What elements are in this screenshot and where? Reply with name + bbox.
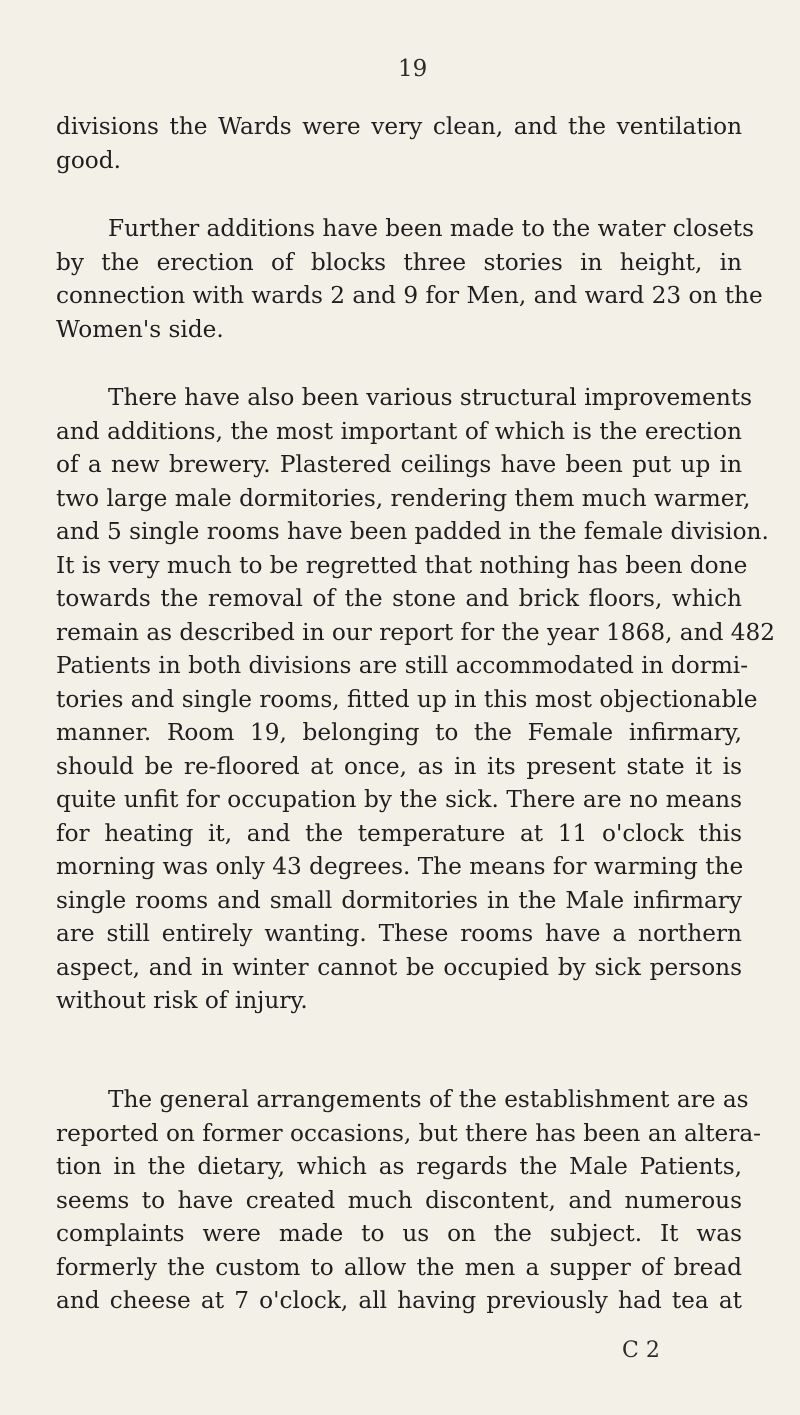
paragraph-2 [56, 212, 763, 346]
paragraph-line: seems to have created much discontent, and numerous [56, 1186, 742, 1214]
paragraph-line: tion in the dietary, which as regards the Male Patients, [56, 1153, 742, 1180]
page-number: 19 [398, 56, 428, 82]
paragraph-line: and additions, the most important of which is the erection [56, 417, 742, 445]
signature-mark: C 2 [622, 1338, 660, 1363]
paragraph-line: single rooms and small dormitories in the Male infirmary [56, 886, 742, 914]
paragraph-line: There have also been various structural improvements [108, 384, 753, 411]
paragraph-1 [56, 110, 742, 177]
paragraph-line: It is very much to be regretted that nothing has been done [56, 551, 748, 579]
paragraph-line: towards the removal of the stone and brick floors, which [56, 585, 742, 612]
paragraph-line: by the erection of blocks three stories in height, in [56, 248, 742, 276]
paragraph-line: reported on former occasions, but there has been an altera- [56, 1119, 761, 1147]
paragraph-line: Patients in both divisions are still accommodated in dormi- [56, 652, 749, 679]
paragraph-line: should be re-floored at once, as in its present state it is [56, 752, 742, 780]
paragraph-line: and cheese at 7 o'clock, all having previously had tea at [56, 1287, 742, 1314]
paragraph-4 [56, 1083, 761, 1318]
paragraph-line: are still entirely wanting. These rooms have a northern [56, 920, 742, 947]
paragraph-line: and 5 single rooms have been padded in the female division. [56, 518, 769, 545]
paragraph-line: tories and single rooms, fitted up in this most objectionable [56, 685, 758, 713]
paragraph-line: remain as described in our report for the year 1868, and 482 [56, 618, 776, 646]
paragraph-line: aspect, and in winter cannot be occupied by sick persons [56, 953, 742, 981]
paragraph-line: Women's side. [56, 315, 224, 343]
paragraph-line: formerly the custom to allow the men a supper of bread [56, 1253, 742, 1281]
paragraph-line: good. [56, 146, 121, 174]
paragraph-3 [56, 381, 776, 1018]
paragraph-line: without risk of injury. [56, 987, 308, 1014]
paragraph-line: two large male dormitories, rendering them much warmer, [56, 484, 751, 512]
paragraph-line: connection with wards 2 and 9 for Men, and ward 23 on the [56, 282, 763, 309]
paragraph-line: Further additions have been made to the water closets [108, 215, 755, 242]
paragraph-line: quite unfit for occupation by the sick. There are no means [56, 786, 742, 813]
paragraph-line: of a new brewery. Plastered ceilings have been put up in [56, 451, 742, 478]
paragraph-line: for heating it, and the temperature at 11 o'clock this [56, 819, 742, 847]
paragraph-line: The general arrangements of the establishment are as [108, 1086, 749, 1113]
paragraph-line: complaints were made to us on the subject. It was [56, 1220, 742, 1247]
paragraph-line: morning was only 43 degrees. The means for warming the [56, 853, 744, 880]
paragraph-line: divisions the Wards were very clean, and the ventilation [56, 113, 742, 140]
paragraph-line: manner. Room 19, belonging to the Female infirmary, [56, 719, 742, 746]
